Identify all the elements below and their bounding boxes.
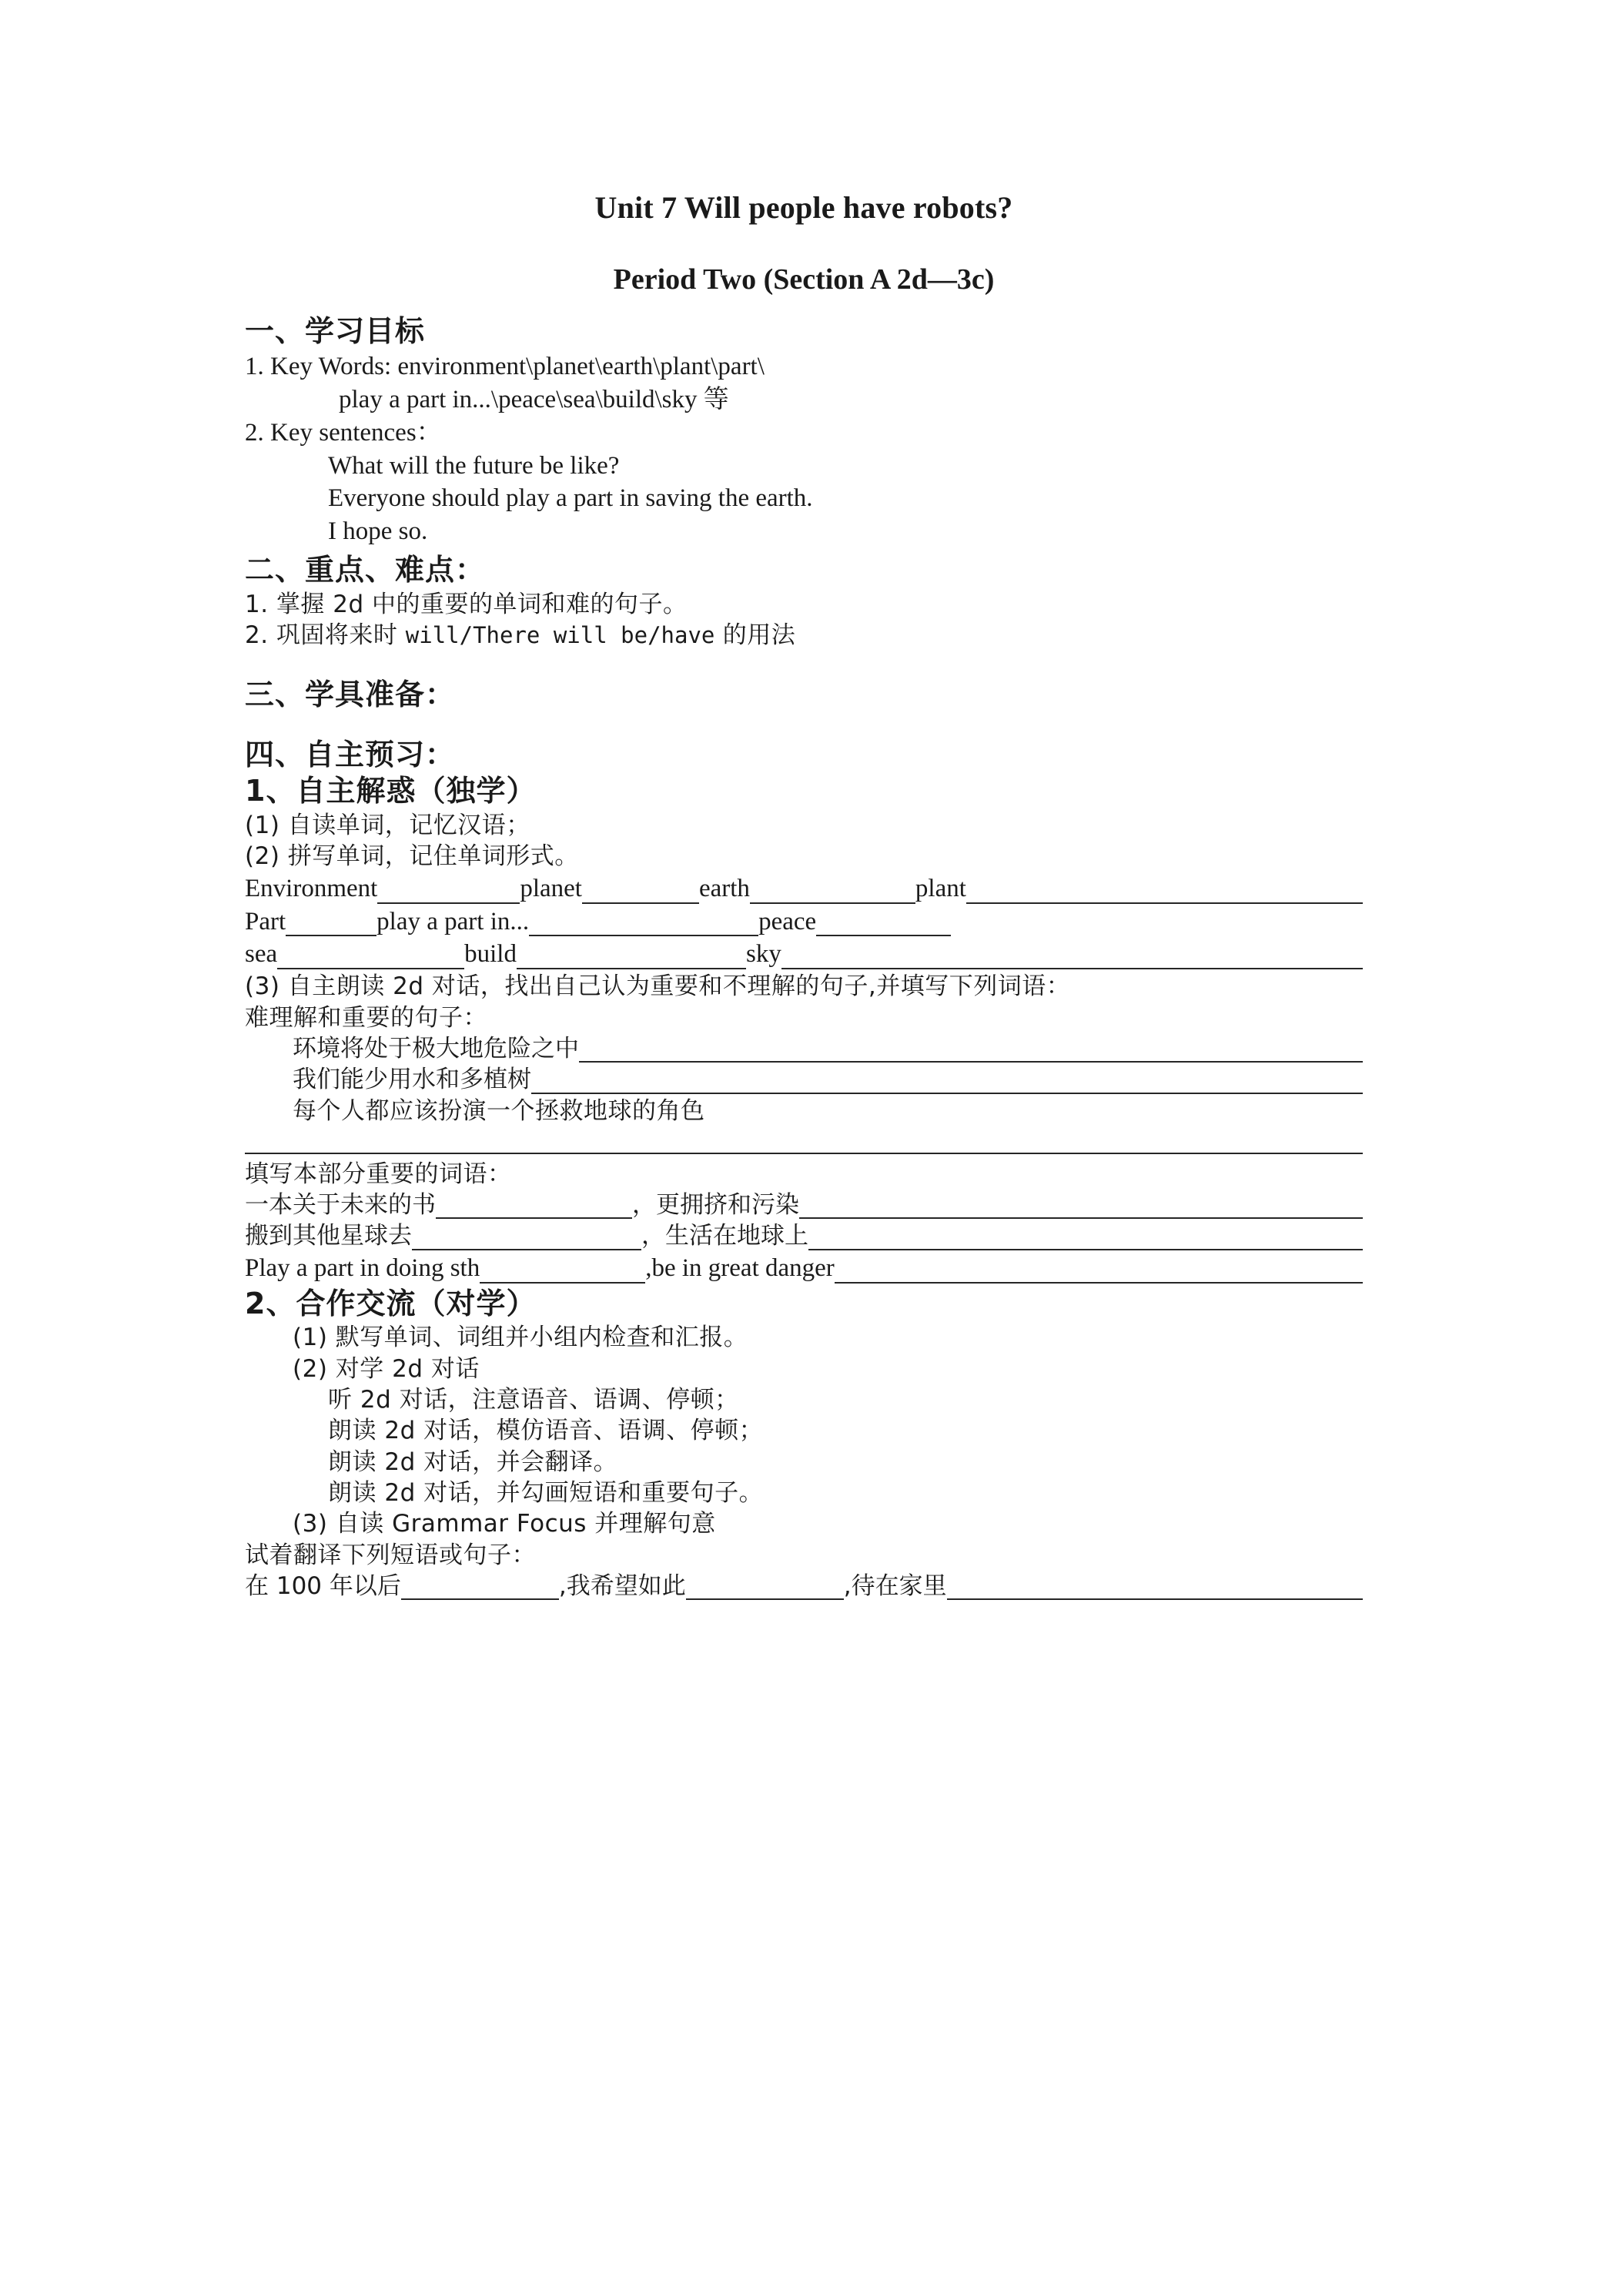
phrase-blank-be-in-great-danger[interactable]	[835, 1258, 1363, 1283]
translate-label-i-hope-so: 我希望如此	[566, 1571, 686, 1600]
translate-blank-in-100-years[interactable]	[401, 1577, 559, 1601]
phrase-row	[245, 1190, 1363, 1220]
hard-sentence-2-blank[interactable]	[531, 1070, 1363, 1094]
word-label-environment: Environment	[245, 874, 378, 902]
page-subtitle: Period Two (Section A 2d—3c)	[613, 263, 995, 296]
translate-separator: ,	[558, 1571, 567, 1600]
word-label-play-a-part-in: play a part in...	[376, 907, 530, 935]
phrase-blank-crowded-polluted[interactable]	[799, 1196, 1363, 1220]
self-study-item-3: (3) 自主朗读 2d 对话，找出自己认为重要和不理解的句子,并填写下列词语：	[245, 972, 1071, 1001]
phrases-label: 填写本部分重要的词语：	[245, 1160, 512, 1188]
word-blank-sky[interactable]	[781, 945, 1363, 969]
phrase-separator: ,	[645, 1253, 652, 1282]
phrase-separator: ，	[641, 1222, 665, 1250]
self-study-item-1: (1) 自读单词，记忆汉语；	[245, 812, 530, 840]
phrase-label-crowded-polluted: 更拥挤和污染	[656, 1191, 799, 1220]
translate-row	[245, 1571, 1363, 1602]
hard-sentence-row	[245, 1064, 1363, 1095]
heading-self-study: 1、自主解惑（独学）	[245, 774, 537, 808]
heading-learning-objectives: 一、学习目标	[245, 314, 426, 348]
page-title: Unit 7 Will people have robots?	[594, 190, 1013, 225]
phrase-blank-play-a-part-in-doing-sth[interactable]	[480, 1258, 645, 1283]
dialogue-task-2: 朗读 2d 对话，模仿语音、语调、停顿；	[328, 1417, 764, 1445]
key-point-2-grammar: will/There will be/have	[405, 622, 715, 649]
word-label-sky: sky	[745, 940, 781, 969]
word-blank-row	[245, 872, 1363, 905]
heading-materials: 三、学具准备：	[245, 677, 456, 711]
key-words-continued: play a part in...\peace\sea\build\sky 等	[339, 385, 729, 413]
hard-sentence-3: 每个人都应该扮演一个拯救地球的角色	[293, 1096, 705, 1125]
phrase-label-play-a-part-in-doing-sth: Play a part in doing sth	[245, 1253, 480, 1282]
key-sentence-3: I hope so.	[328, 517, 428, 546]
word-blank-environment[interactable]	[377, 879, 520, 903]
hard-sentence-2: 我们能少用水和多植树	[293, 1066, 531, 1094]
phrase-label-live-on-earth: 生活在地球上	[665, 1222, 808, 1250]
translate-label: 试着翻译下列短语或句子：	[245, 1541, 536, 1569]
key-point-2-suffix: 的用法	[714, 621, 796, 650]
word-label-plant: plant	[915, 874, 966, 902]
translate-separator: ,	[843, 1571, 852, 1600]
hard-sentence-1: 环境将处于极大地危险之中	[293, 1034, 579, 1063]
dialogue-task-1: 听 2d 对话，注意语音、语调、停顿；	[328, 1386, 739, 1414]
word-label-sea: sea	[245, 940, 278, 969]
key-point-2-prefix: 2. 巩固将来时	[245, 621, 406, 650]
word-blank-sea[interactable]	[277, 945, 464, 969]
word-blank-plant[interactable]	[966, 879, 1363, 903]
translate-label-stay-at-home: 待在家里	[851, 1571, 947, 1600]
word-label-planet: planet	[520, 874, 582, 902]
phrase-row	[245, 1252, 1363, 1285]
word-blank-planet[interactable]	[582, 879, 699, 903]
dialogue-task-3: 朗读 2d 对话，并会翻译。	[328, 1448, 618, 1476]
word-label-peace: peace	[758, 907, 817, 935]
word-blank-row	[245, 938, 1363, 971]
word-blank-peace[interactable]	[816, 912, 951, 936]
translate-blank-stay-at-home[interactable]	[947, 1577, 1363, 1601]
dialogue-task-4: 朗读 2d 对话，并勾画短语和重要句子。	[328, 1478, 764, 1507]
phrase-label-book-about-future: 一本关于未来的书	[245, 1191, 436, 1220]
heading-key-points: 二、重点、难点：	[245, 553, 486, 587]
word-blank-row	[245, 905, 1363, 939]
translate-blank-i-hope-so[interactable]	[686, 1577, 844, 1601]
phrase-label-be-in-great-danger: be in great danger	[651, 1253, 835, 1282]
phrase-label-move-to-other-planets: 搬到其他星球去	[245, 1222, 412, 1250]
word-label-earth: earth	[698, 874, 750, 902]
phrase-blank-book-about-future[interactable]	[436, 1196, 632, 1220]
word-blank-part[interactable]	[286, 912, 376, 936]
key-point-1: 1. 掌握 2d 中的重要的单词和难的句子。	[245, 591, 688, 618]
heading-self-preview: 四、自主预习：	[245, 738, 456, 772]
hard-sentence-row	[245, 1033, 1363, 1064]
key-sentence-2: Everyone should play a part in saving the earth.	[328, 484, 813, 513]
cooperative-item-2: (2) 对学 2d 对话	[293, 1354, 480, 1383]
hard-sentences-label: 难理解和重要的句子：	[245, 1003, 487, 1032]
key-words-line: 1. Key Words: environment\planet\earth\plant\part\	[245, 352, 765, 380]
hard-sentence-1-blank[interactable]	[579, 1039, 1363, 1063]
key-point-2	[245, 620, 1363, 651]
phrase-separator: ，	[632, 1191, 656, 1220]
hard-sentence-3-blank[interactable]	[245, 1153, 1363, 1154]
phrase-blank-move-to-other-planets[interactable]	[412, 1227, 641, 1250]
translate-label-in-100-years: 在 100 年以后	[245, 1571, 401, 1600]
word-label-build: build	[464, 940, 517, 969]
cooperative-item-1: (1) 默写单词、词组并小组内检查和汇报。	[293, 1324, 748, 1352]
phrase-blank-live-on-earth[interactable]	[808, 1227, 1363, 1250]
key-sentence-1: What will the future be like?	[328, 451, 620, 480]
heading-cooperative-learning: 2、合作交流（对学）	[245, 1286, 537, 1320]
key-sentences-label: 2. Key sentences：	[245, 418, 442, 447]
word-blank-earth[interactable]	[750, 879, 915, 903]
self-study-item-2: (2) 拼写单词，记住单词形式。	[245, 842, 579, 871]
cooperative-item-3: (3) 自读 Grammar Focus 并理解句意	[293, 1510, 716, 1538]
phrase-row	[245, 1220, 1363, 1251]
word-blank-build[interactable]	[517, 945, 746, 969]
word-label-part: Part	[245, 907, 286, 935]
word-blank-play-a-part-in[interactable]	[529, 912, 758, 936]
